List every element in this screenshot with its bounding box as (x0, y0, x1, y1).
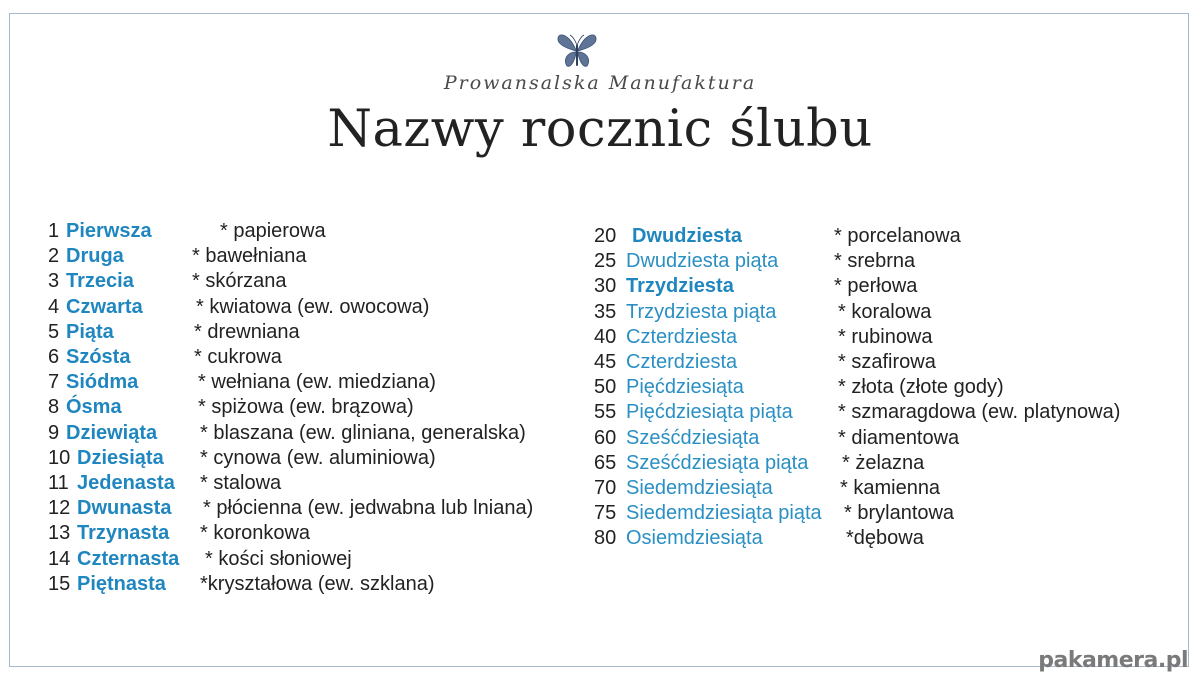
anniversary-name: Trzydziesta piąta (626, 300, 777, 323)
anniversary-material: * kości słoniowej (205, 547, 352, 570)
anniversary-list-right (594, 224, 1174, 554)
anniversary-material: * złota (złote gody) (838, 376, 1004, 399)
anniversary-material: * kwiatowa (ew. owocowa) (196, 295, 430, 318)
anniversary-year: 15 (48, 572, 71, 595)
anniversary-name: Sześćdziesiąta piąta (626, 451, 809, 474)
anniversary-name: Dwunasta (77, 497, 172, 520)
anniversary-name: Dziesiąta (77, 446, 164, 469)
anniversary-name: Piąta (66, 320, 114, 343)
anniversary-material: * koronkowa (200, 522, 311, 545)
anniversary-material: * cynowa (ew. aluminiowa) (200, 446, 436, 469)
anniversary-year: 75 (594, 502, 617, 525)
anniversary-material: * diamentowa (838, 426, 960, 449)
anniversary-material: * bawełniana (192, 245, 307, 268)
anniversary-name: Osiemdziesiąta (626, 527, 763, 550)
anniversary-year: 1 (48, 220, 60, 242)
anniversary-material: * żelazna (842, 451, 925, 474)
anniversary-name: Jedenasta (77, 472, 175, 494)
butterfly-icon (555, 30, 599, 72)
anniversary-material: * kamienna (840, 477, 941, 499)
anniversary-name: Pięćdziesiąta (626, 376, 744, 399)
anniversary-year: 5 (48, 320, 60, 343)
anniversary-material: *dębowa (846, 527, 924, 550)
anniversary-material: * drewniana (194, 320, 300, 343)
anniversary-name: Trzecia (66, 270, 134, 293)
anniversary-name: Szósta (66, 346, 131, 368)
anniversary-year: 40 (594, 325, 617, 348)
anniversary-year: 10 (48, 446, 71, 469)
anniversary-year: 13 (48, 522, 71, 545)
anniversary-year: 9 (48, 421, 60, 444)
anniversary-year: 65 (594, 451, 617, 474)
anniversary-material: * płócienna (ew. jedwabna lub lniana) (203, 497, 534, 520)
anniversary-material: * papierowa (220, 220, 326, 242)
anniversary-name: Czterdziesta (626, 351, 738, 373)
anniversary-material: *kryształowa (ew. szklana) (200, 572, 435, 595)
anniversary-name: Pięćdziesiąta piąta (626, 401, 793, 424)
anniversary-year: 2 (48, 245, 60, 268)
anniversary-material: * rubinowa (838, 325, 933, 348)
anniversary-year: 7 (48, 371, 60, 394)
anniversary-material: * brylantowa (844, 502, 955, 525)
anniversary-material: * cukrowa (194, 346, 282, 368)
anniversary-name: Pierwsza (66, 220, 152, 242)
anniversary-year: 11 (48, 472, 69, 494)
anniversary-name: Siedemdziesiąta (626, 477, 773, 499)
anniversary-name: Trzynasta (77, 522, 170, 545)
anniversary-year: 12 (48, 497, 71, 520)
anniversary-name: Dwudziesta piąta (626, 250, 779, 273)
anniversary-year: 14 (48, 547, 71, 570)
anniversary-year: 25 (594, 250, 617, 273)
anniversary-year: 70 (594, 477, 617, 499)
anniversary-material: * skórzana (192, 270, 287, 293)
anniversary-name: Czwarta (66, 295, 143, 318)
anniversary-year: 80 (594, 527, 617, 550)
anniversary-material: * wełniana (ew. miedziana) (198, 371, 436, 394)
anniversary-material: * blaszana (ew. gliniana, generalska) (200, 421, 526, 444)
anniversary-name: Czternasta (77, 547, 180, 570)
anniversary-material: * spiżowa (ew. brązowa) (198, 396, 414, 419)
anniversary-year: 60 (594, 426, 617, 449)
anniversary-list-left (48, 219, 588, 599)
anniversary-name: Sześćdziesiąta (626, 426, 760, 449)
anniversary-material: * srebrna (834, 250, 916, 273)
anniversary-year: 35 (594, 300, 617, 323)
anniversary-material: * koralowa (838, 300, 932, 323)
anniversary-material: * szmaragdowa (ew. platynowa) (838, 401, 1121, 424)
anniversary-material: * porcelanowa (834, 225, 961, 247)
anniversary-name: Siódma (66, 371, 139, 394)
anniversary-name: Piętnasta (77, 572, 166, 595)
anniversary-material: * szafirowa (838, 351, 936, 373)
anniversary-name: Ósma (66, 396, 122, 419)
anniversary-name: Czterdziesta (626, 325, 738, 348)
anniversary-name: Druga (66, 245, 124, 268)
watermark: pakamera.pl (1038, 648, 1188, 673)
anniversary-year: 45 (594, 351, 617, 373)
anniversary-name: Siedemdziesiąta piąta (626, 502, 822, 525)
anniversary-year: 20 (594, 225, 617, 247)
anniversary-year: 4 (48, 295, 60, 318)
anniversary-name: Trzydziesta (626, 275, 734, 298)
anniversary-year: 50 (594, 376, 617, 399)
anniversary-year: 55 (594, 401, 617, 424)
brand-name: Prowansalska Manufaktura (443, 72, 757, 94)
anniversary-name: Dziewiąta (66, 421, 158, 444)
page-title: Nazwy rocznic ślubu (327, 100, 873, 159)
anniversary-year: 8 (48, 396, 60, 419)
anniversary-material: * stalowa (200, 472, 282, 494)
anniversary-year: 3 (48, 270, 60, 293)
anniversary-material: * perłowa (834, 275, 918, 298)
anniversary-year: 30 (594, 275, 617, 298)
anniversary-name: Dwudziesta (632, 225, 743, 247)
anniversary-year: 6 (48, 346, 60, 368)
